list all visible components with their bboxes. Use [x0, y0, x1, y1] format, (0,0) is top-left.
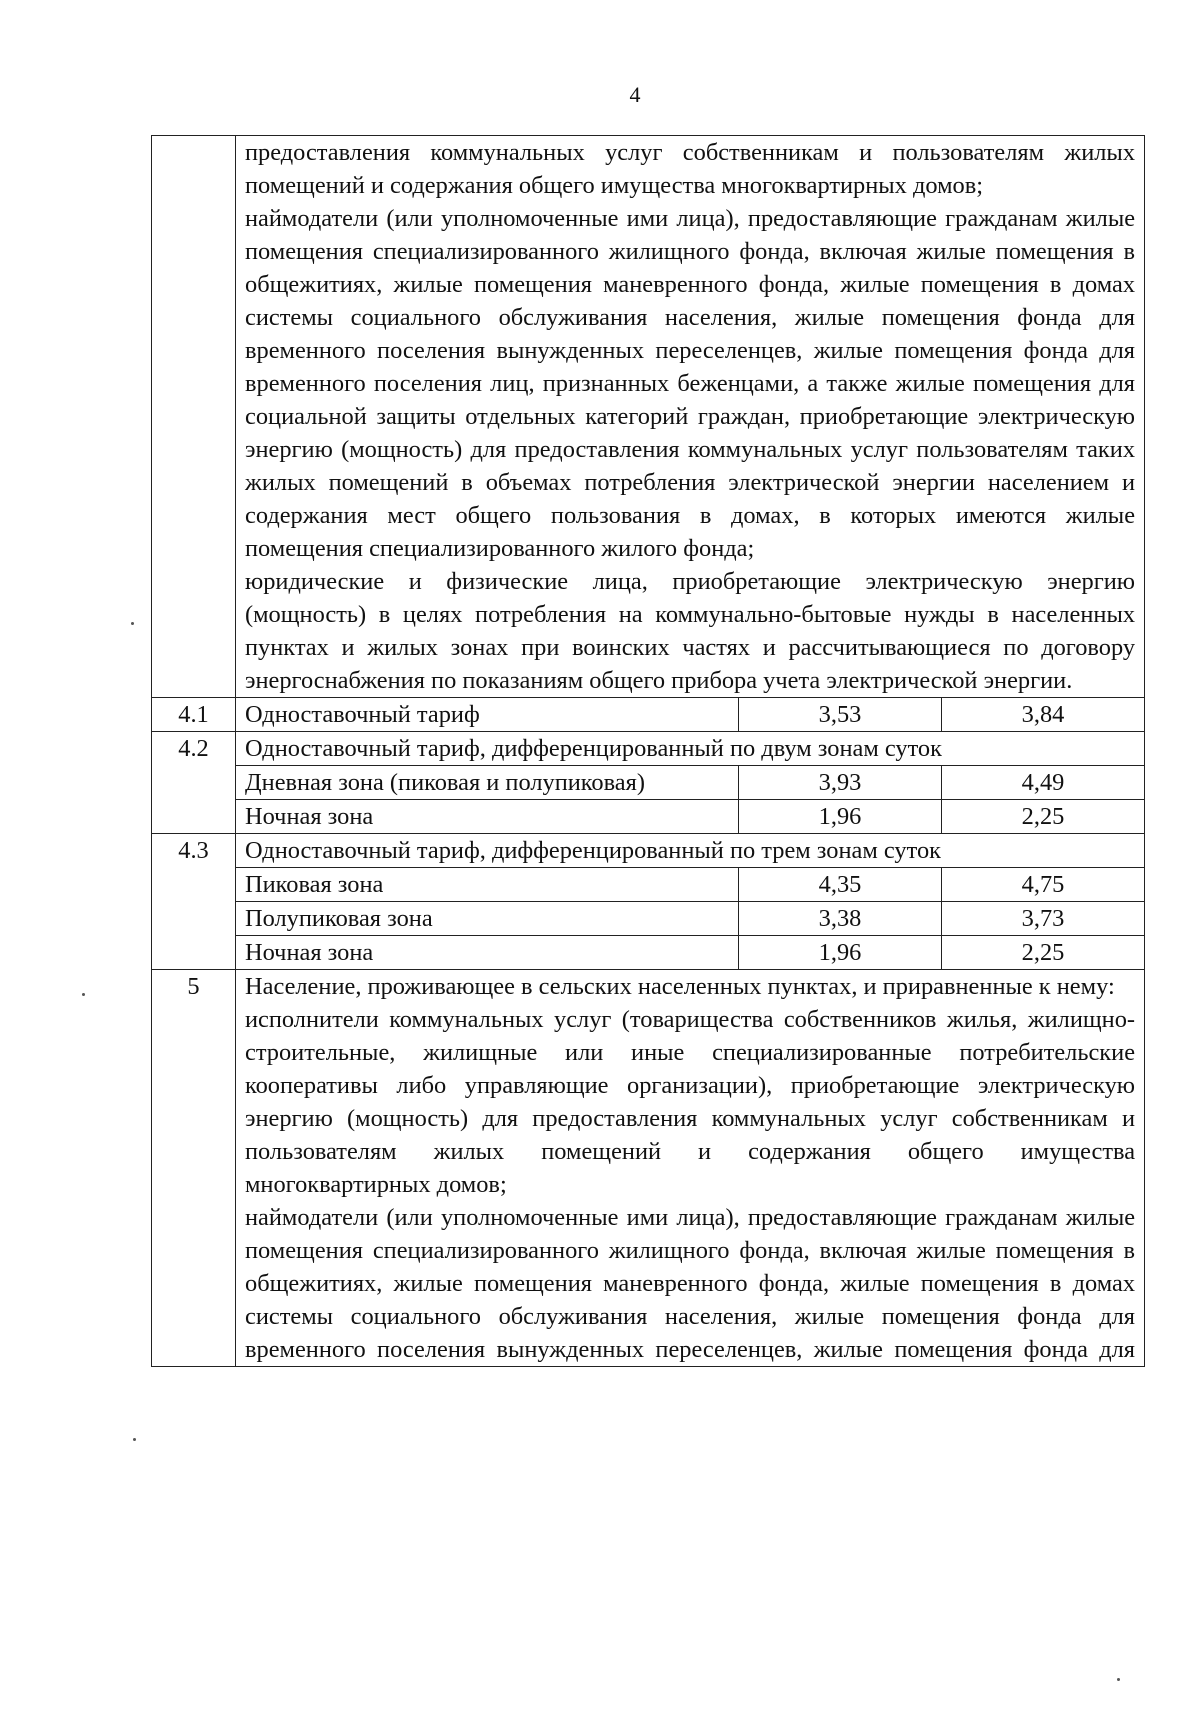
description-paragraph: предоставления коммунальных услуг собственникам и пользователям жилых помещений и содержания общего имущества многоквартирных домов;	[245, 139, 1136, 199]
description-paragraph: наймодатели (или уполномоченные ими лица), предоставляющие гражданам жилые помещения специализированного жилищного фонда, включая жилые помещения в общежитиях, жилые помещения маневренного фонда, жилые помещения в домах системы социального обслуживания населения, жилые помещения фонда для временного поселения вынужденных переселенцев, жилые помещения фонда для временного поселения лиц, признанных беженцами, а также жилые помещения для социальной защиты отдельных категорий граждан, приобретающие электрическую энергию (мощность) для предоставления коммунальных услуг пользователям таких жилых помещений в объемах потребления электрической энергии населением и содержания мест общего пользования в домах, в которых имеются жилые помещения специализированного жилого фонда;	[245, 205, 1136, 562]
tariff-value-cell-1: 4,35	[739, 868, 942, 902]
row-number-cell: 4.3	[152, 834, 236, 970]
tariff-value-cell-1: 1,96	[739, 800, 942, 834]
scan-speck	[82, 993, 85, 996]
tariff-value-cell-2: 4,49	[942, 766, 1145, 800]
table-row	[152, 936, 1145, 970]
zone-name-cell: Ночная зона	[236, 936, 739, 970]
row-number-cell: 4.2	[152, 732, 236, 834]
category-description-cell	[236, 136, 1145, 698]
table-row	[152, 136, 1145, 698]
tariff-value-cell-2: 3,84	[942, 698, 1145, 732]
description-paragraph: исполнители коммунальных услуг (товарищества собственников жилья, жилищно-строительные, жилищные или иные специализированные потребительские кооперативы либо управляющие организации), приобретающие электрическую энергию (мощность) для предоставления коммунальных услуг собственникам и пользователям жилых помещений и содержания общего имущества многоквартирных домов;	[245, 1006, 1136, 1198]
table-row	[152, 766, 1145, 800]
table-row	[152, 698, 1145, 732]
scan-speck	[131, 622, 134, 625]
description-paragraph: Население, проживающее в сельских населенных пунктах, и приравненные к нему:	[245, 973, 1115, 1000]
tariff-value-cell-1: 3,93	[739, 766, 942, 800]
tariff-value-cell-2: 3,73	[942, 902, 1145, 936]
zone-name-cell: Ночная зона	[236, 800, 739, 834]
tariff-value-cell-2: 2,25	[942, 800, 1145, 834]
table-row	[152, 800, 1145, 834]
tariff-value-cell-1: 3,53	[739, 698, 942, 732]
tariff-value-cell-2: 4,75	[942, 868, 1145, 902]
row-number-cell	[152, 136, 236, 698]
table-row	[152, 970, 1145, 1367]
page-number: 4	[629, 82, 641, 107]
row-number-cell: 5	[152, 970, 236, 1367]
zone-name-cell: Полупиковая зона	[236, 902, 739, 936]
scan-speck	[1117, 1678, 1120, 1681]
description-paragraph: юридические и физические лица, приобретающие электрическую энергию (мощность) в целях потребления на коммунально-бытовые нужды в населенных пунктах и жилых зонах при воинских частях и рассчитывающиеся по договору энергоснабжения по показаниям общего прибора учета электрической энергии.	[245, 568, 1136, 694]
tariff-value-cell-1: 3,38	[739, 902, 942, 936]
description-paragraph: наймодатели (или уполномоченные ими лица), предоставляющие гражданам жилые помещения специализированного жилищного фонда, включая жилые помещения в общежитиях, жилые помещения маневренного фонда, жилые помещения в домах системы социального обслуживания населения, жилые помещения фонда для временного поселения вынужденных переселенцев, жилые помещения фонда для	[245, 1204, 1136, 1363]
tariff-group-heading: Одноставочный тариф, дифференцированный по двум зонам суток	[236, 732, 1145, 766]
zone-name-cell: Дневная зона (пиковая и полупиковая)	[236, 766, 739, 800]
tariff-table	[151, 135, 1145, 1367]
tariff-value-cell-2: 2,25	[942, 936, 1145, 970]
table-row	[152, 732, 1145, 766]
category-description-cell	[236, 970, 1145, 1367]
scan-speck	[133, 1438, 136, 1441]
table-row	[152, 868, 1145, 902]
row-number-cell: 4.1	[152, 698, 236, 732]
tariff-name-cell: Одноставочный тариф	[236, 698, 739, 732]
tariff-group-heading: Одноставочный тариф, дифференцированный по трем зонам суток	[236, 834, 1145, 868]
zone-name-cell: Пиковая зона	[236, 868, 739, 902]
table-row	[152, 902, 1145, 936]
tariff-value-cell-1: 1,96	[739, 936, 942, 970]
table-row	[152, 834, 1145, 868]
